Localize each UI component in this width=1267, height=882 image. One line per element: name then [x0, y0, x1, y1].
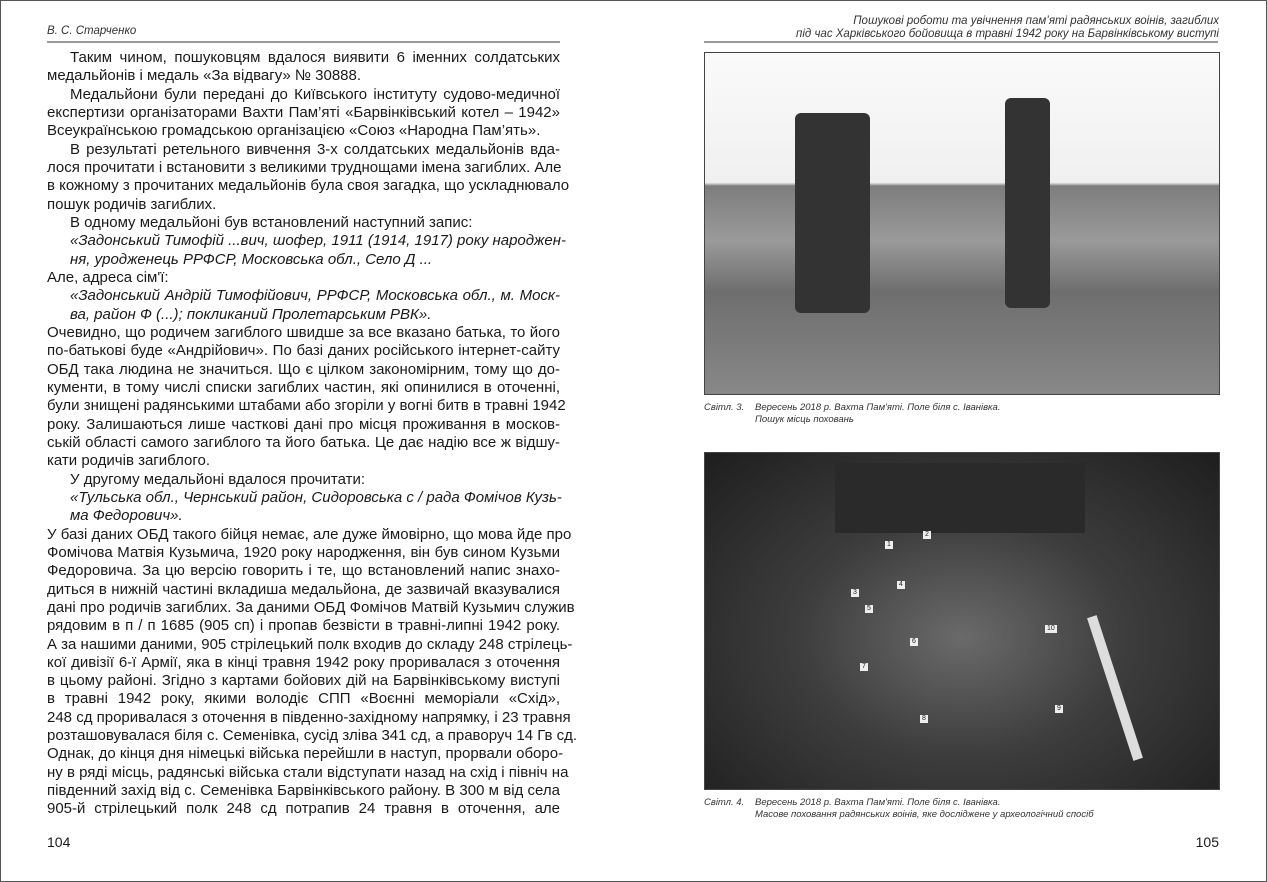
text-line: Очевидно, що родичем загиблого швидше за все вказано батька, то його — [47, 323, 560, 341]
text-line: ма Федорович». — [70, 507, 183, 525]
text-line: «Задонський Тимофій ...вич, шофер, 1911 (1914, 1917) року народжен- — [70, 232, 566, 250]
find-marker: 2 — [925, 531, 929, 538]
text-line: «Задонський Андрій Тимофійович, РРФСР, Московська обл., м. Моск- — [70, 287, 560, 305]
text-line: рядовим в п / п 1685 (905 сп) і пропав безвісти в травні-липні 1942 року. — [47, 617, 560, 635]
text-line: 248 сд проривалася з оточення в південно-західному напрямку, і 23 травня — [47, 708, 571, 726]
text-line: Медальйони були передані до Київського інституту судово-медичної — [70, 85, 560, 103]
text-line: ня, уродженець РРФСР, Московська обл., Село Д ... — [70, 250, 433, 268]
text-line: «Тульська обл., Чернський район, Сидоровська с / рада Фомічов Кузь- — [70, 488, 562, 506]
find-marker: 8 — [922, 715, 926, 722]
text-line: в кожному з прочитаних медальйонів була своя загадка, що ускладнювало — [47, 177, 570, 195]
text-line: Таким чином, пошуковцям вдалося виявити 6 іменних солдатських — [70, 49, 560, 66]
caption-label: Світл. 4. — [704, 797, 745, 808]
text-line: Фомічова Матвія Кузьмича, 1920 року народження, він був сином Кузьми — [47, 543, 560, 561]
text-line: А за нашими даними, 905 стрілецький полк входив до складу 248 стрілець- — [47, 635, 573, 653]
text-line: ва, район Ф (...); покликаний Пролетарським РВК». — [70, 305, 432, 323]
find-marker: 7 — [862, 663, 866, 670]
text-line: в цьому районі. Згідно з картами бойових дій на Барвінківському виступі — [47, 672, 560, 690]
page-number-left: 104 — [47, 834, 71, 850]
find-marker: 5 — [867, 605, 871, 612]
text-line: лося прочитати і встановити з великими труднощами імена загиблих. Але — [47, 158, 562, 176]
running-head-left: В. С. Старченко — [47, 25, 137, 37]
text-line: ОБД така людина не значиться. Що є цілком закономірним, тому що до- — [47, 360, 560, 378]
find-marker: 9 — [1057, 705, 1061, 712]
person-with-shovel — [1005, 98, 1050, 308]
text-line: ну в ряді місць, радянські війська стали відступати назад на схід і північ на — [47, 763, 569, 781]
measuring-rod — [1087, 615, 1143, 761]
header-rule-left — [47, 41, 560, 43]
running-head-line-1: Пошукові роботи та увічнення пам’яті радянських воінів, загиблих — [853, 15, 1219, 27]
find-marker: 4 — [899, 581, 903, 588]
find-marker: 3 — [853, 589, 857, 596]
text-line: Однак, до кінця дня німецькі війська перейшли в наступ, прорвали оборо- — [47, 745, 564, 763]
caption-line-1: Вересень 2018 р. Вахта Пам'яті. Поле біля с. Іванівка. — [755, 402, 1001, 413]
find-marker: 1 — [887, 541, 891, 548]
text-line: розташовувалася біля с. Семенівка, сусід зліва 341 сд, а праворуч 14 Гв сд. — [47, 727, 578, 745]
text-line: в травні 1942 року, якими володіє СПП «Воєнні меморіали «Схід», — [47, 690, 560, 708]
text-line: В одному медальйоні був встановлений наступний запис: — [70, 213, 473, 231]
text-line: 905-й стрілецький полк 248 сд потрапив 24 травня в оточення, але — [47, 800, 560, 818]
caption-label: Світл. 3. — [704, 402, 745, 413]
text-line: В результаті ретельного вивчення 3-х солдатських медальйонів вда- — [70, 140, 560, 158]
text-line: медальйонів і медаль «За відвагу» № 30888. — [47, 67, 362, 85]
page-number-right: 105 — [1195, 834, 1219, 850]
text-line: були знищені радянськими штабами або згоріли у вогні битв в травні 1942 — [47, 397, 566, 415]
text-line: диться в нижній частині вкладиша медальйона, де зазвичай вказувалися — [47, 580, 560, 598]
text-line: Федоровича. За цю версію говорить і те, що встановлений напис знахо- — [47, 562, 560, 580]
photo-field-search — [704, 52, 1220, 395]
header-rule-right — [704, 41, 1218, 43]
running-head-line-2: під час Харківського бойовища в травні 1942 року на Барвінківському виступі — [796, 28, 1219, 40]
text-line: кати родичів загиблого. — [47, 452, 210, 470]
photo-mass-grave — [704, 452, 1220, 790]
grave-wall — [835, 463, 1085, 533]
caption-line-1: Вересень 2018 р. Вахта Пам'яті. Поле біля с. Іванівка. — [755, 797, 1001, 808]
find-marker: 6 — [912, 638, 916, 645]
text-line: дані про родичів загиблих. За даними ОБД Фомічов Матвій Кузьмич служив — [47, 598, 575, 616]
text-line: по-батькові буде «Андрійович». По базі даних російського інтернет-сайту — [47, 342, 560, 360]
text-line: У базі даних ОБД такого бійця немає, але дуже ймовірно, що мова йде про — [47, 525, 572, 543]
text-line: пошук родичів загиблих. — [47, 195, 217, 213]
caption-photo-4 — [704, 797, 1094, 821]
running-head-right — [796, 15, 1219, 41]
text-line: У другому медальйоні вдалося прочитати: — [70, 470, 365, 488]
body-text — [47, 49, 578, 819]
text-line: ській області самого загиблого та його батька. Це дає надію все ж відшу- — [47, 433, 560, 451]
text-line: південний захід від с. Семенівка Барвінківського району. В 300 м від села — [47, 782, 560, 800]
text-line: кої дивізії 6-ї Армії, яка в кінці травня 1942 року проривалася з оточення — [47, 653, 560, 671]
text-line: Всеукраїнською громадською організацією «Союз «Народна Пам’ять». — [47, 122, 541, 140]
find-marker: 10 — [1047, 625, 1055, 632]
text-line: кументи, в тому числі списки загиблих частин, які опинилися в оточенні, — [47, 378, 560, 396]
caption-line-2: Масове поховання радянських воінів, яке досліджене у археологічний спосіб — [755, 809, 1094, 820]
text-line: Але, адреса сім'ї: — [47, 268, 169, 286]
text-line: року. Залишаються лише часткові дані про місця проживання в москов- — [47, 415, 560, 433]
caption-line-2: Пошук місць поховань — [755, 414, 854, 425]
text-line: експертизи організаторами Вахти Пам’яті «Барвінківський котел – 1942» — [47, 103, 560, 121]
person-digging — [795, 113, 870, 313]
caption-photo-3 — [704, 402, 1000, 426]
